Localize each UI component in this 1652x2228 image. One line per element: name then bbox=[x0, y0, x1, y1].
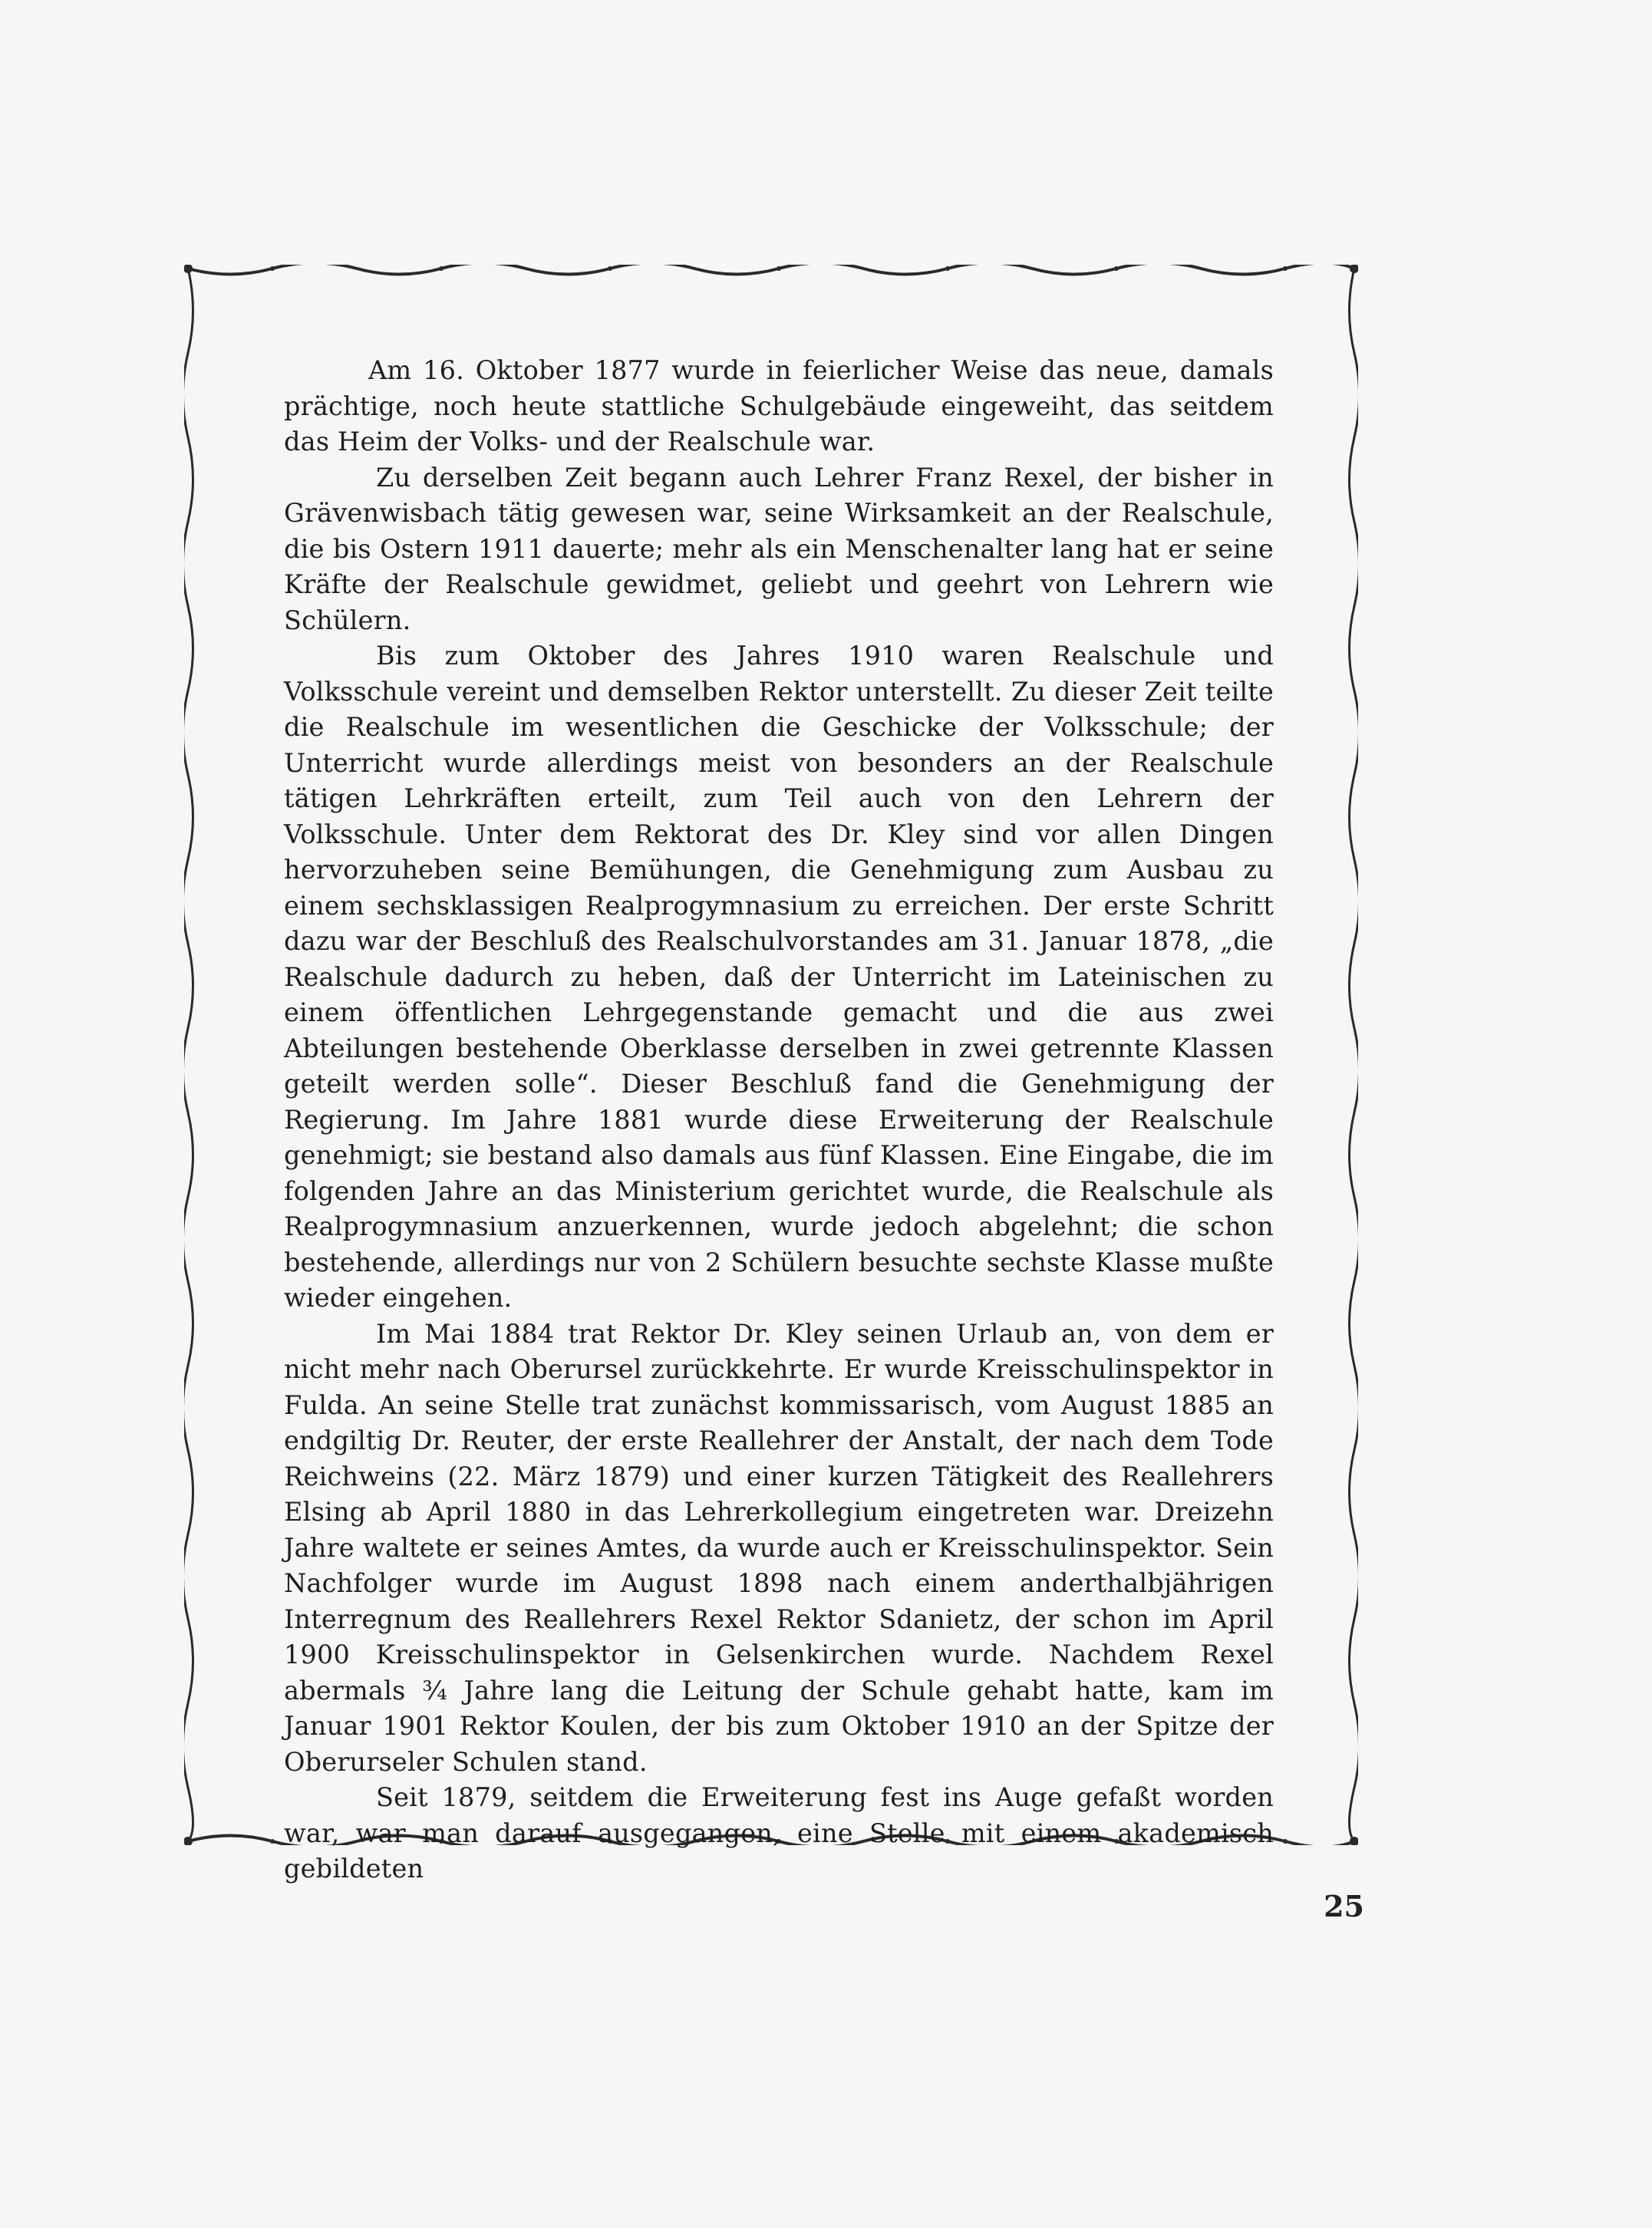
paragraph-5: Seit 1879, seitdem die Erweiterung fest ins Auge gefaßt worden war, war man darauf ausgegangen, eine Stelle mit einem akademisch gebildeten bbox=[284, 1782, 1274, 1884]
paragraph-3: Bis zum Oktober des Jahres 1910 waren Realschule und Volksschule vereint und demselben Rektor unterstellt. Zu dieser Zeit teilte die Realschule im wesentlichen die Geschicke der Volksschule; der Unterricht wurde allerdings meist von besonders an der Realschule tätigen Lehrkräften erteilt, zum Teil auch von den Lehrern der Volksschule. Unter dem Rektorat des Dr. Kley sind vor allen Dingen hervorzuheben seine Bemühungen, die Genehmigung zum Ausbau zu einem sechsklassigen Realprogymnasium zu erreichen. Der erste Schritt dazu war der Beschluß des Realschulvorstandes am 31. Januar 1878, „die Realschule dadurch zu heben, daß der Unterricht im Lateinischen zu einem öffentlichen Lehrgegenstande gemacht und die aus zwei Abteilungen bestehende Oberklasse derselben in zwei getrennte Klassen geteilt werden solle“. Dieser Beschluß fand die Genehmigung der Regierung. Im Jahre 1881 wurde diese Erweiterung der Realschule genehmigt; sie bestand also damals aus fünf Klassen. Eine Eingabe, die im folgenden Jahre an das Ministerium gerichtet wurde, die Realschule als Realprogymnasium anzuerkennen, wurde jedoch abgelehnt; die schon bestehende, allerdings nur von 2 Schülern besuchte sechste Klasse mußte wieder eingehen. bbox=[284, 641, 1274, 1313]
paragraph-1: Am 16. Oktober 1877 wurde in feierlicher Weise das neue, damals prächtige, noch heute stattliche Schulgebäude eingeweiht, das seitdem das Heim der Volks- und der Realschule war. bbox=[284, 355, 1274, 456]
body-text bbox=[284, 353, 1274, 1887]
paragraph-4: Im Mai 1884 trat Rektor Dr. Kley seinen Urlaub an, von dem er nicht mehr nach Oberursel zurückkehrte. Er wurde Kreisschulinspektor in Fulda. An seine Stelle trat zunächst kommissarisch, vom August 1885 an endgiltig Dr. Reuter, der erste Reallehrer der Anstalt, der nach dem Tode Reichweins (22. März 1879) und einer kurzen Tätigkeit des Reallehrers Elsing ab April 1880 in das Lehrerkollegium eingetreten war. Dreizehn Jahre waltete er seines Amtes, da wurde auch er Kreisschulinspektor. Sein Nachfolger wurde im August 1898 nach einem anderthalbjährigen Interregnum des Reallehrers Rexel Rektor Sdanietz, der schon im April 1900 Kreisschulinspektor in Gelsenkirchen wurde. Nachdem Rexel abermals ¾ Jahre lang die Leitung der Schule gehabt hatte, kam im Januar 1901 Rektor Koulen, der bis zum Oktober 1910 an der Spitze der Oberurseler Schulen stand. bbox=[284, 1318, 1274, 1777]
paragraph-2: Zu derselben Zeit begann auch Lehrer Franz Rexel, der bisher in Grävenwisbach tätig gewesen war, seine Wirksamkeit an der Realschule, die bis Ostern 1911 dauerte; mehr als ein Menschenalter lang hat er seine Kräfte der Realschule gewidmet, geliebt und geehrt von Lehrern wie Schülern. bbox=[284, 462, 1274, 635]
page-number: 25 bbox=[1324, 1889, 1364, 1923]
